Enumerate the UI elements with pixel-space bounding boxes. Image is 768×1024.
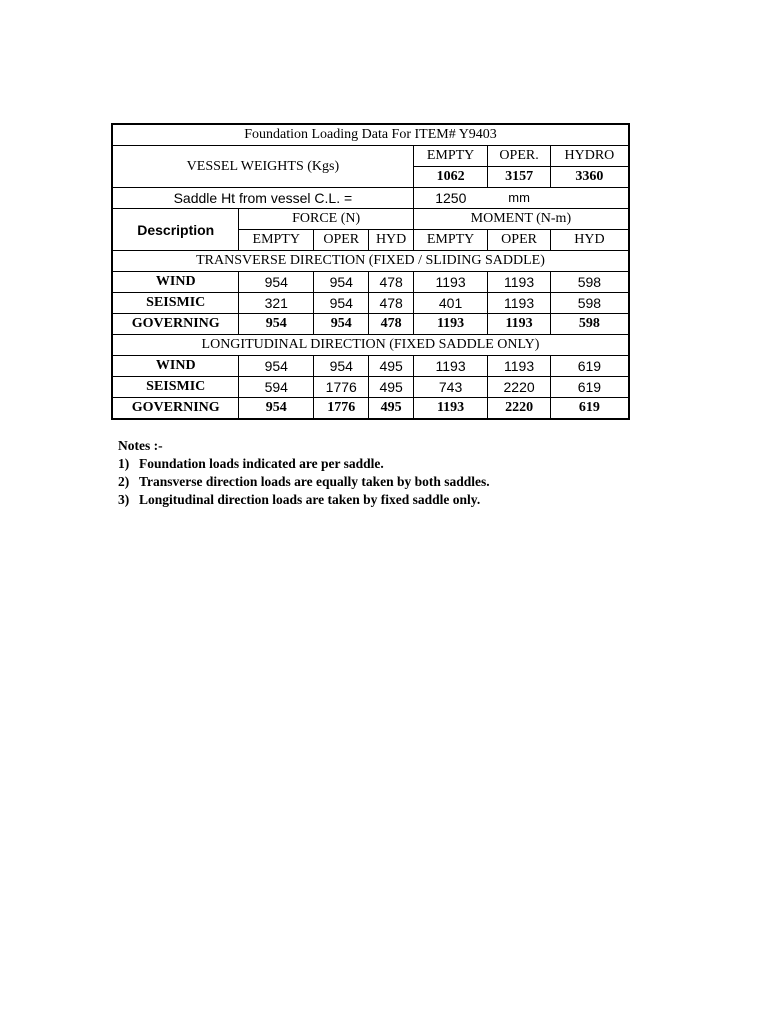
note-number: 1) <box>118 456 130 471</box>
table-cell: 321 <box>239 293 314 314</box>
vessel-weight-oper: 3157 <box>488 167 550 188</box>
table-cell: 478 <box>369 314 413 335</box>
saddle-ht-blank <box>550 188 629 209</box>
table-row <box>112 398 629 420</box>
saddle-ht-label: Saddle Ht from vessel C.L. = <box>112 188 413 209</box>
table-cell: 1193 <box>413 314 488 335</box>
table-cell: 1193 <box>488 293 550 314</box>
notes-section <box>118 437 490 509</box>
row-label: WIND <box>112 356 239 377</box>
moment-col-oper: OPER <box>488 230 550 251</box>
table-cell: 1193 <box>488 356 550 377</box>
saddle-ht-value: 1250 <box>413 188 488 209</box>
table-cell: 954 <box>239 356 314 377</box>
note-text: Foundation loads indicated are per saddle. <box>139 456 384 471</box>
table-cell: 495 <box>369 398 413 420</box>
table-cell: 495 <box>369 356 413 377</box>
note-item <box>118 455 490 473</box>
row-label: GOVERNING <box>112 314 239 335</box>
table-cell: 1776 <box>314 398 369 420</box>
vessel-weight-hydro: 3360 <box>550 167 629 188</box>
vessel-weight-header-hydro: HYDRO <box>550 146 629 167</box>
notes-heading: Notes :- <box>118 438 163 453</box>
table-cell: 1193 <box>413 272 488 293</box>
table-row <box>112 356 629 377</box>
note-text: Longitudinal direction loads are taken by fixed saddle only. <box>139 492 481 507</box>
table-row <box>112 314 629 335</box>
table-cell: 954 <box>314 293 369 314</box>
saddle-ht-unit-text: mm <box>508 190 530 205</box>
table-cell: 598 <box>550 293 629 314</box>
description-header: Description <box>112 209 239 251</box>
vessel-weight-header-empty: EMPTY <box>413 146 488 167</box>
vessel-weight-empty: 1062 <box>413 167 488 188</box>
longitudinal-section-title: LONGITUDINAL DIRECTION (FIXED SADDLE ONLY) <box>112 335 629 356</box>
moment-col-empty: EMPTY <box>413 230 488 251</box>
table-cell: 954 <box>314 314 369 335</box>
table-cell: 954 <box>239 314 314 335</box>
moment-col-hyd: HYD <box>550 230 629 251</box>
table-cell: 743 <box>413 377 488 398</box>
table-cell: 954 <box>314 356 369 377</box>
vessel-weight-header-oper: OPER. <box>488 146 550 167</box>
row-label: SEISMIC <box>112 377 239 398</box>
foundation-loading-table <box>111 123 630 420</box>
force-header: FORCE (N) <box>239 209 413 230</box>
force-col-hyd: HYD <box>369 230 413 251</box>
transverse-section-title: TRANSVERSE DIRECTION (FIXED / SLIDING SADDLE) <box>112 251 629 272</box>
table-cell: 1193 <box>413 356 488 377</box>
table-cell: 598 <box>550 272 629 293</box>
force-col-oper: OPER <box>314 230 369 251</box>
table-title: Foundation Loading Data For ITEM# Y9403 <box>112 124 629 146</box>
row-label: SEISMIC <box>112 293 239 314</box>
vessel-weights-label: VESSEL WEIGHTS (Kgs) <box>112 146 413 188</box>
table-cell: 619 <box>550 398 629 420</box>
table-cell: 598 <box>550 314 629 335</box>
table-cell: 594 <box>239 377 314 398</box>
table-cell: 2220 <box>488 398 550 420</box>
table-cell: 1193 <box>413 398 488 420</box>
force-col-empty: EMPTY <box>239 230 314 251</box>
table-row <box>112 377 629 398</box>
note-number: 2) <box>118 474 130 489</box>
table-cell: 495 <box>369 377 413 398</box>
table-cell: 478 <box>369 272 413 293</box>
table-cell: 954 <box>314 272 369 293</box>
table-row <box>112 293 629 314</box>
note-number: 3) <box>118 492 130 507</box>
note-item <box>118 491 490 509</box>
table-cell: 619 <box>550 377 629 398</box>
table-cell: 401 <box>413 293 488 314</box>
table-cell: 478 <box>369 293 413 314</box>
table-cell: 954 <box>239 272 314 293</box>
table-cell: 1776 <box>314 377 369 398</box>
table-cell: 1193 <box>488 272 550 293</box>
table-cell: 2220 <box>488 377 550 398</box>
table-cell: 954 <box>239 398 314 420</box>
row-label: GOVERNING <box>112 398 239 420</box>
row-label: WIND <box>112 272 239 293</box>
table-cell: 619 <box>550 356 629 377</box>
table-cell: 1193 <box>488 314 550 335</box>
saddle-ht-unit <box>488 188 550 209</box>
note-text: Transverse direction loads are equally taken by both saddles. <box>139 474 490 489</box>
moment-header: MOMENT (N-m) <box>413 209 629 230</box>
table-row <box>112 272 629 293</box>
note-item <box>118 473 490 491</box>
